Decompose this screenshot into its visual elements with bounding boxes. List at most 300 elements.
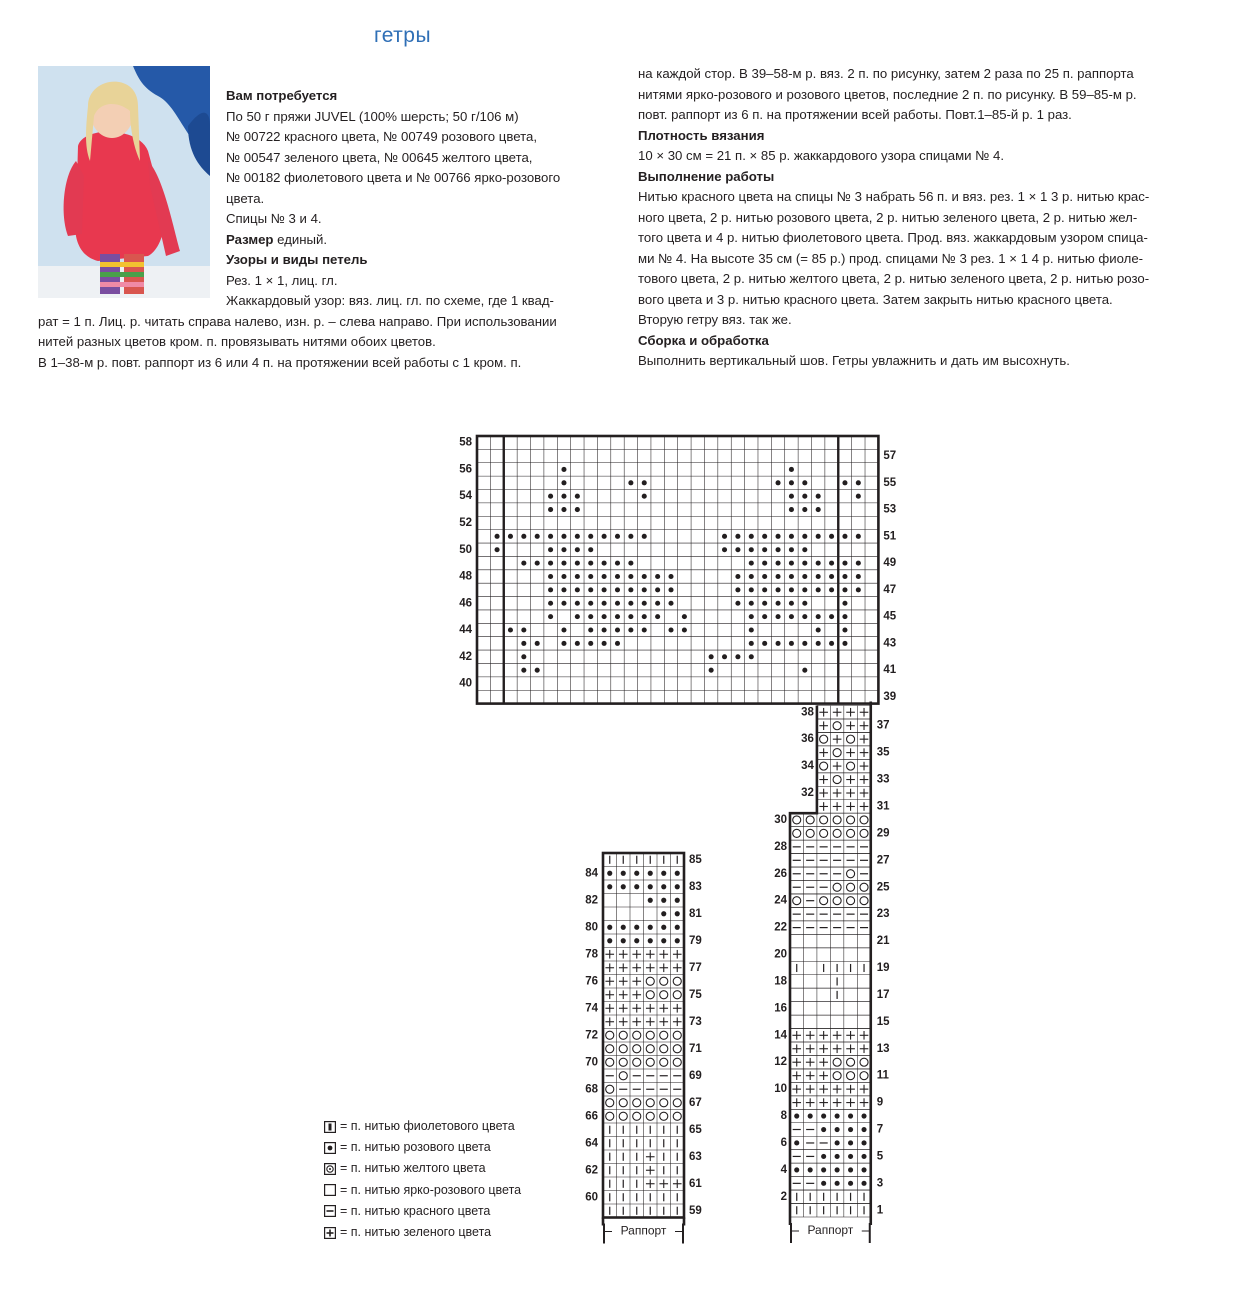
stitch-yellow (660, 1045, 668, 1053)
stitch-pink (735, 587, 740, 592)
stitch-yellow (646, 1031, 654, 1039)
work-heading: Выполнение работы (638, 168, 775, 184)
row-number: 79 (689, 934, 702, 947)
row-number: 41 (883, 664, 897, 677)
row-number: 29 (876, 827, 890, 840)
stitch-pink (789, 547, 794, 552)
row-number: 48 (459, 570, 472, 583)
stitch-pink (802, 547, 807, 552)
row-number: 56 (459, 463, 472, 476)
row-number: 8 (780, 1110, 787, 1123)
stitch-pink (588, 561, 593, 566)
stitch-pink (835, 1181, 840, 1186)
stitch-pink (816, 507, 821, 512)
stitch-pink (588, 614, 593, 619)
row-number: 63 (689, 1150, 702, 1163)
stitch-yellow (860, 883, 868, 891)
stitch-yellow (833, 897, 841, 905)
jacquard-line: рат = 1 п. Лиц. р. читать справа налево, изн. р. – слева направо. При использовании (38, 313, 557, 329)
stitch-pink (628, 574, 633, 579)
stitch-pink (762, 614, 767, 619)
stitch-pink (735, 574, 740, 579)
stitch-pink (856, 534, 861, 539)
stitch-yellow (646, 1045, 654, 1053)
continued-line: повт. раппорт из 6 п. на протяжении всей работы. Повт.1–85-й р. 1 раз. (638, 107, 1072, 122)
stitch-yellow (833, 829, 841, 837)
stitch-pink (842, 627, 847, 632)
row-number: 72 (585, 1029, 598, 1042)
work-line: тового цвета, 2 р. нитью желтого цвета, 2 р. нитью зеленого цвета, 2 р. нитью розо- (638, 271, 1150, 286)
row-number: 77 (689, 961, 702, 974)
stitch-yellow (660, 977, 668, 985)
stitch-pink (776, 574, 781, 579)
row-number: 3 (876, 1177, 884, 1190)
stitch-pink (575, 494, 580, 499)
stitch-pink (634, 925, 639, 930)
stitch-pink (776, 587, 781, 592)
stitch-yellow (847, 762, 855, 770)
row-number: 54 (459, 490, 472, 503)
stitch-pink (561, 641, 566, 646)
stitch-pink (735, 534, 740, 539)
stitch-pink (668, 587, 673, 592)
row-number: 21 (876, 935, 890, 948)
stitch-yellow (606, 1058, 614, 1066)
stitch-yellow (660, 1058, 668, 1066)
work-line: Вторую гетру вяз. так же. (638, 312, 792, 327)
stitch-pink (575, 574, 580, 579)
stitch-pink (602, 627, 607, 632)
row-number: 83 (689, 880, 702, 893)
stitch-pink (548, 547, 553, 552)
stitch-pink (508, 534, 513, 539)
stitch-pink (789, 480, 794, 485)
stitch-pink (675, 898, 680, 903)
stitch-yellow (646, 1058, 654, 1066)
stitch-pink (735, 654, 740, 659)
stitch-yellow (847, 897, 855, 905)
row-number: 35 (876, 746, 890, 759)
row-number: 67 (689, 1096, 702, 1109)
stitch-pink (628, 627, 633, 632)
stitch-pink (856, 480, 861, 485)
legend-swatch-red (324, 1205, 336, 1217)
stitch-pink (776, 641, 781, 646)
stitch-yellow (833, 1058, 841, 1066)
legend-symbol (328, 1145, 333, 1150)
stitch-pink (668, 601, 673, 606)
work-line: Нитью красного цвета на спицы № 3 набрать 56 п. и вяз. рез. 1 × 1 3 р. нитью крас- (638, 189, 1150, 204)
row-number: 22 (774, 921, 787, 934)
stitch-pink (776, 547, 781, 552)
work-line: ного цвета, 2 р. нитью розового цвета, 2 р. нитью зеленого цвета, 2 р. нитью жел- (638, 209, 1138, 225)
stitch-yellow (793, 897, 801, 905)
stitch-pink (835, 1140, 840, 1145)
stitch-pink (548, 561, 553, 566)
row-number: 10 (774, 1083, 787, 1096)
stitch-pink (607, 871, 612, 876)
stitch-yellow (660, 1099, 668, 1107)
stitch-yellow (646, 991, 654, 999)
stitch-pink (642, 587, 647, 592)
row-number: 71 (689, 1042, 702, 1055)
stitch-pink (848, 1181, 853, 1186)
legend-item (324, 1116, 521, 1137)
stitch-pink (521, 534, 526, 539)
stitch-yellow (606, 1031, 614, 1039)
stitch-pink (776, 480, 781, 485)
stitch-pink (794, 1167, 799, 1172)
stitch-pink (789, 614, 794, 619)
needs-line: цвета. (226, 190, 265, 206)
stitch-pink (588, 587, 593, 592)
stitch-yellow (646, 1099, 654, 1107)
stitch-pink (749, 654, 754, 659)
stitch-pink (602, 587, 607, 592)
stitch-pink (821, 1167, 826, 1172)
row-number: 65 (689, 1123, 702, 1136)
stitch-yellow (806, 829, 814, 837)
stitch-pink (802, 480, 807, 485)
stitch-pink (521, 668, 526, 673)
stitch-pink (588, 641, 593, 646)
stitch-pink (802, 561, 807, 566)
density-line: 10 × 30 см = 21 п. × 85 р. жаккардового узора спицами № 4. (638, 148, 1005, 163)
stitch-pink (548, 574, 553, 579)
legend-symbol (329, 1123, 332, 1130)
needs-line: № 00547 зеленого цвета, № 00645 желтого цвета, (226, 149, 533, 165)
row-number: 23 (876, 908, 890, 921)
stitch-pink (821, 1113, 826, 1118)
stitch-yellow (673, 1099, 681, 1107)
stitch-yellow (820, 735, 828, 743)
legend-label: = п. нитью красного цвета (340, 1203, 491, 1218)
stitch-pink (548, 601, 553, 606)
stitch-yellow (833, 722, 841, 730)
stitch-pink (628, 534, 633, 539)
needs-line: № 00182 фиолетового цвета и № 00766 ярко-розового (226, 170, 561, 185)
stitch-pink (495, 534, 500, 539)
stitch-pink (821, 1181, 826, 1186)
stitch-pink (575, 507, 580, 512)
stitch-pink (816, 587, 821, 592)
row-number: 40 (459, 677, 472, 690)
row-number: 30 (774, 813, 787, 826)
page-title: гетры (374, 24, 432, 47)
patterns-heading: Узоры и виды петель (226, 252, 368, 267)
stitch-pink (615, 601, 620, 606)
stitch-pink (789, 574, 794, 579)
work-line: вого цвета и 3 р. нитью красного цвета. Затем закрыть нитью красного цвета. (638, 291, 1113, 307)
stitch-pink (561, 547, 566, 552)
stitch-pink (861, 1181, 866, 1186)
stitch-pink (642, 534, 647, 539)
continued-line: нитями ярко-розового и розового цветов, последние 2 п. по рисунку. В 59–85-м р. (638, 86, 1137, 102)
stitch-yellow (619, 1058, 627, 1066)
row-number: 25 (876, 881, 890, 894)
stitch-pink (661, 938, 666, 943)
size-value: единый. (273, 231, 328, 247)
row-number: 4 (780, 1163, 787, 1176)
stitch-pink (749, 601, 754, 606)
stitch-pink (802, 534, 807, 539)
stitch-pink (816, 641, 821, 646)
stitch-pink (561, 494, 566, 499)
stitch-pink (675, 925, 680, 930)
stitch-yellow (847, 829, 855, 837)
row-number: 26 (774, 867, 787, 880)
stitch-pink (575, 614, 580, 619)
stitch-pink (789, 507, 794, 512)
stitch-pink (575, 587, 580, 592)
row-number: 73 (689, 1015, 702, 1028)
stitch-yellow (646, 1112, 654, 1120)
stitch-yellow (847, 883, 855, 891)
row-number: 70 (585, 1056, 598, 1069)
legend-label: = п. нитью розового цвета (340, 1140, 491, 1155)
needs-line: По 50 г пряжи JUVEL (100% шерсть; 50 г/106 м) (226, 108, 519, 124)
stitch-pink (842, 561, 847, 566)
stitch-pink (642, 480, 647, 485)
stitch-pink (521, 654, 526, 659)
row-number: 19 (876, 962, 890, 975)
stitch-pink (749, 587, 754, 592)
legend-label: = п. нитью фиолетового цвета (340, 1119, 515, 1133)
stitch-pink (561, 467, 566, 472)
stitch-yellow (847, 816, 855, 824)
stitch-pink (829, 534, 834, 539)
stitch-pink (561, 574, 566, 579)
stitch-yellow (633, 1099, 641, 1107)
stitch-yellow (833, 1072, 841, 1080)
stitch-pink (722, 654, 727, 659)
size-heading: Размер (226, 231, 274, 247)
stitch-pink (561, 561, 566, 566)
stitch-yellow (606, 1045, 614, 1053)
stitch-pink (776, 561, 781, 566)
stitch-pink (735, 547, 740, 552)
legend-swatch-pink (324, 1142, 336, 1154)
stitch-pink (861, 1154, 866, 1159)
stitch-pink (508, 627, 513, 632)
stitch-pink (615, 627, 620, 632)
row-number: 76 (585, 975, 598, 988)
stitch-pink (816, 494, 821, 499)
stitch-pink (521, 641, 526, 646)
row-number: 13 (876, 1042, 890, 1055)
stitch-pink (615, 641, 620, 646)
row-number: 31 (876, 800, 890, 813)
work-line: того цвета и 4 р. нитью фиолетового цвета. Прод. вяз. жаккардовым узором спица- (638, 230, 1148, 245)
stitch-pink (661, 925, 666, 930)
stitch-pink (615, 614, 620, 619)
stitch-pink (762, 547, 767, 552)
stitch-pink (709, 668, 714, 673)
stitch-yellow (847, 735, 855, 743)
stitch-pink (628, 587, 633, 592)
work-line: ми № 4. На высоте 35 см (= 85 р.) прод. спицами № 3 рез. 1 × 1 4 р. нитью фиоле- (638, 250, 1144, 266)
row-number: 55 (883, 476, 897, 489)
stitch-yellow (860, 829, 868, 837)
stitch-pink (802, 494, 807, 499)
row-number: 80 (585, 921, 598, 934)
stitch-pink (749, 534, 754, 539)
stitch-pink (749, 641, 754, 646)
stitch-pink (675, 884, 680, 889)
row-number: 12 (774, 1056, 787, 1069)
row-number: 61 (689, 1177, 702, 1190)
assembly-line: Выполнить вертикальный шов. Гетры увлажнить и дать им высохнуть. (638, 353, 1070, 368)
row-number: 5 (876, 1150, 884, 1163)
stitch-pink (675, 938, 680, 943)
stitch-pink (535, 668, 540, 673)
stitch-pink (575, 561, 580, 566)
stitch-yellow (633, 1031, 641, 1039)
row-number: 24 (774, 894, 787, 907)
stitch-pink (829, 614, 834, 619)
stitch-yellow (820, 816, 828, 824)
legend-item (324, 1180, 521, 1201)
stitch-pink (835, 1113, 840, 1118)
row-number: 53 (883, 503, 897, 516)
row-number: 58 (459, 436, 472, 449)
stitch-pink (535, 641, 540, 646)
stitch-pink (816, 614, 821, 619)
row-number: 47 (883, 583, 897, 596)
stitch-yellow (619, 1099, 627, 1107)
stitch-pink (829, 574, 834, 579)
stitch-yellow (847, 1058, 855, 1066)
stitch-pink (682, 627, 687, 632)
stitch-pink (588, 627, 593, 632)
stitch-pink (561, 534, 566, 539)
stitch-pink (634, 938, 639, 943)
legend-item (324, 1222, 521, 1243)
stitch-yellow (673, 1031, 681, 1039)
stitch-pink (776, 601, 781, 606)
stitch-pink (762, 601, 767, 606)
stitch-yellow (833, 749, 841, 757)
stitch-pink (575, 547, 580, 552)
row-number: 33 (876, 773, 890, 786)
row-number: 64 (585, 1137, 598, 1150)
stitch-pink (588, 574, 593, 579)
row-number: 52 (459, 517, 472, 530)
stitch-pink (661, 884, 666, 889)
stitch-pink (789, 534, 794, 539)
stitch-pink (602, 601, 607, 606)
stitch-pink (495, 547, 500, 552)
row-number: 50 (459, 543, 472, 556)
stitch-pink (789, 494, 794, 499)
row-number: 17 (876, 988, 890, 1001)
stitch-pink (535, 534, 540, 539)
stitch-pink (561, 507, 566, 512)
stitch-yellow (633, 1058, 641, 1066)
stitch-pink (548, 587, 553, 592)
stitch-pink (861, 1140, 866, 1145)
stitch-pink (856, 494, 861, 499)
stitch-yellow (619, 1112, 627, 1120)
legend-swatch-yellow (324, 1163, 336, 1175)
stitch-yellow (606, 1112, 614, 1120)
row-number: 9 (876, 1096, 884, 1109)
stitch-pink (789, 467, 794, 472)
rapport-label: Раппорт (807, 1223, 854, 1238)
needs-line: № 00722 красного цвета, № 00749 розового цвета, (226, 129, 537, 144)
row-number: 42 (459, 650, 472, 663)
stitch-pink (648, 938, 653, 943)
chart-rows-39-58 (459, 436, 897, 704)
stitch-pink (621, 925, 626, 930)
stitch-yellow (673, 1112, 681, 1120)
stitch-pink (561, 601, 566, 606)
stitch-pink (661, 871, 666, 876)
legend-symbol (329, 1168, 331, 1170)
stitch-pink (602, 614, 607, 619)
stitch-pink (722, 547, 727, 552)
rapport-label: Раппорт (620, 1223, 667, 1238)
stitch-pink (816, 627, 821, 632)
stitch-pink (575, 641, 580, 646)
stitch-pink (655, 601, 660, 606)
stitch-yellow (820, 829, 828, 837)
legend-label: = п. нитью ярко-розового цвета (340, 1182, 522, 1197)
stitch-yellow (673, 977, 681, 985)
stitch-yellow (860, 1072, 868, 1080)
stitch-pink (615, 561, 620, 566)
stitch-pink (634, 871, 639, 876)
stitch-pink (675, 871, 680, 876)
stitch-yellow (633, 1045, 641, 1053)
stitch-yellow (860, 816, 868, 824)
stitch-yellow (860, 1058, 868, 1066)
row-number: 82 (585, 894, 598, 907)
stitch-pink (802, 587, 807, 592)
stitch-pink (628, 601, 633, 606)
stitch-yellow (820, 897, 828, 905)
row-number: 44 (459, 624, 472, 637)
assembly-heading: Сборка и обработка (638, 332, 769, 348)
stitch-pink (848, 1140, 853, 1145)
stitch-pink (835, 1167, 840, 1172)
row-number: 74 (585, 1002, 598, 1015)
stitch-pink (829, 561, 834, 566)
stitch-pink (648, 898, 653, 903)
stitch-pink (842, 480, 847, 485)
legend-label: = п. нитью зеленого цвета (340, 1224, 492, 1239)
stitch-yellow (820, 762, 828, 770)
stitch-pink (789, 601, 794, 606)
stitch-pink (789, 561, 794, 566)
stitch-pink (848, 1154, 853, 1159)
stitch-pink (802, 641, 807, 646)
stitch-yellow (673, 1058, 681, 1066)
stitch-pink (634, 884, 639, 889)
stitch-yellow (673, 1045, 681, 1053)
stitch-pink (735, 601, 740, 606)
stitch-pink (602, 561, 607, 566)
stitch-pink (808, 1113, 813, 1118)
legend-label: = п. нитью желтого цвета (340, 1161, 486, 1176)
stitch-yellow (793, 816, 801, 824)
stitch-pink (802, 614, 807, 619)
stitch-pink (749, 627, 754, 632)
stitch-pink (642, 574, 647, 579)
stitch-pink (642, 627, 647, 632)
stitch-pink (861, 1167, 866, 1172)
stitch-pink (789, 587, 794, 592)
